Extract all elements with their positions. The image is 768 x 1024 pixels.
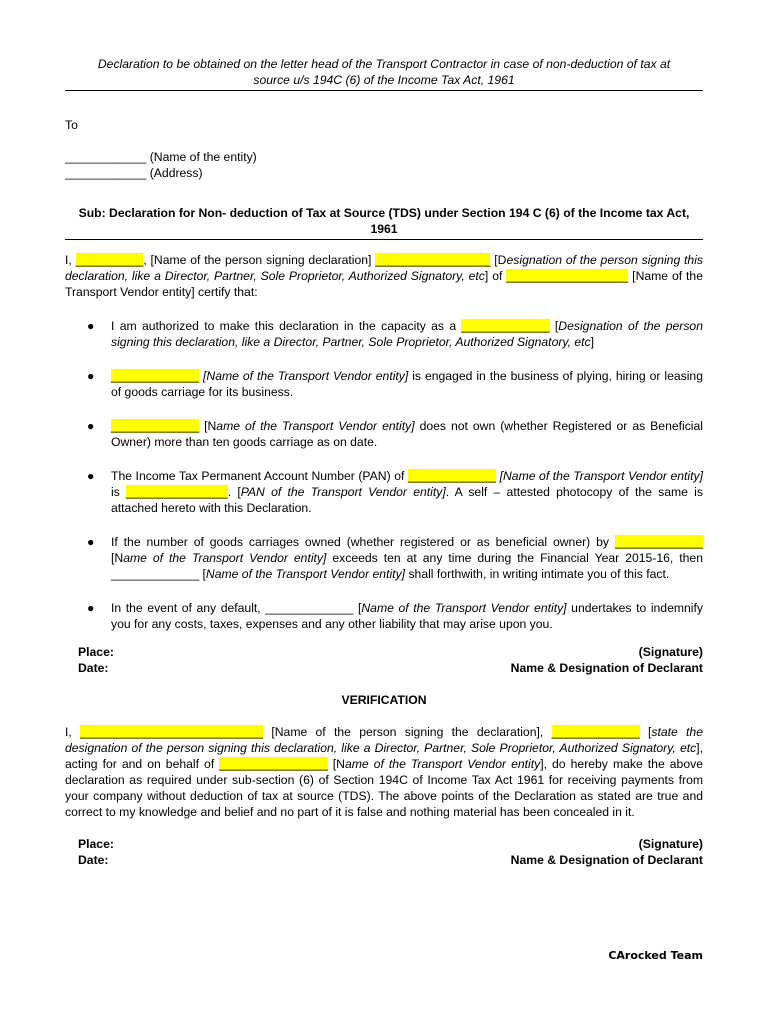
verification-text: ], do hereby make the above declaration as required under sub-section (6) of Section 194C of Income Tax Act 1961 for receiving payments from your company without deduction of tax at source (TDS). The above points of the Declaration as stated are true and correct to my knowledge and belief and no part of it is false and nothing material has been concealed in it. — [65, 757, 703, 819]
entity-address-line: ____________ (Address) — [65, 166, 203, 180]
point-text: undertakes to indemnify you for any costs, taxes, expenses and any other liability that may arise upon you. — [111, 601, 703, 631]
to-label: To — [65, 118, 78, 132]
point-text: is engaged in the business of plying, hiring or leasing of goods carriage for its business. — [111, 369, 703, 399]
point-text: The Income Tax Permanent Account Number (PAN) of — [111, 469, 408, 483]
bullet-icon: ● — [87, 419, 95, 433]
declaration-points — [65, 318, 703, 632]
intro-text: , [Name of the person signing declaration] — [143, 253, 376, 267]
document-header — [65, 56, 703, 91]
bullet-icon: ● — [87, 535, 95, 549]
signature-label: (Signature) — [638, 837, 703, 851]
verification-signature-block — [65, 836, 703, 868]
intro-text: esignation of the person signing this declaration, like a Director, Partner, Sole Proprietor, Authorized Signatory, etc — [65, 253, 704, 283]
bullet-icon: ● — [87, 319, 95, 333]
date-label: Date: — [78, 661, 109, 675]
point-text: Name of the Transport Vendor entity] — [361, 601, 567, 615]
blank-designation: _____________ — [551, 725, 640, 739]
verification-text: ame of the Transport Vendor entity — [344, 757, 541, 771]
point-text: I am authorized to make this declaration in the capacity as a — [111, 319, 462, 333]
point-text: shall forthwith, in writing intimate you of this fact. — [405, 567, 670, 581]
point-text: PAN of the Transport Vendor entity] — [240, 485, 446, 499]
list-item — [65, 534, 703, 582]
list-item — [65, 600, 703, 632]
bullet-icon: ● — [87, 369, 95, 383]
point-text: ame of the Transport Vendor entity] — [123, 551, 327, 565]
list-item — [65, 318, 703, 350]
intro-paragraph — [65, 252, 703, 300]
point-text: [Name of the Transport Vendor entity] — [496, 469, 703, 483]
entity-name-line: ____________ (Name of the entity) — [65, 150, 257, 164]
point-text: If the number of goods carriages owned (whether registered or as beneficial owner) by — [111, 535, 615, 549]
date-label: Date: — [78, 853, 109, 867]
blank-field: _____________ — [614, 535, 703, 549]
verification-title: VERIFICATION — [341, 693, 427, 707]
point-text: does not own (whether Registered or as Beneficial Owner) more than ten goods carriage as on date. — [111, 419, 704, 449]
blank-person-name: __________ — [75, 253, 144, 267]
signature-label: (Signature) — [638, 645, 703, 659]
point-text: is — [111, 485, 127, 499]
verification-text: , — [539, 725, 552, 739]
blank-vendor-entity: ________________ — [219, 757, 328, 771]
blank-vendor-entity: __________________ — [506, 269, 629, 283]
signature-block — [65, 644, 703, 676]
document-page — [65, 56, 703, 868]
subject-heading: Sub: Declaration for Non- deduction of Tax at Source (TDS) under Section 194 C (6) of the Income tax Act, 1961 — [65, 205, 703, 240]
point-text: exceeds ten at any time during the Financial Year 2015-16, then _____________ [ — [111, 551, 703, 581]
blank-person-name: ___________________________ — [80, 725, 264, 739]
declarant-label: Name & Designation of Declarant — [510, 661, 703, 675]
verification-text: [Name of the person signing the declaration] — [263, 725, 540, 739]
point-text: ame of the Transport Vendor entity] — [216, 419, 415, 433]
blank-field: _____________ — [111, 369, 200, 383]
list-item — [65, 368, 703, 400]
declarant-label: Name & Designation of Declarant — [510, 853, 703, 867]
place-label: Place: — [78, 837, 114, 851]
place-label: Place: — [78, 645, 114, 659]
verification-text: [ — [639, 725, 652, 739]
point-text: ] — [590, 335, 595, 349]
list-item — [65, 468, 703, 516]
blank-field: _______________ — [126, 485, 228, 499]
point-text: [N — [199, 419, 217, 433]
point-text: Name of the Transport Vendor entity] — [205, 567, 406, 581]
intro-text: I, — [65, 253, 76, 267]
header-line-1: Declaration to be obtained on the letter head of the Transport Contractor in case of non-deduction of tax at — [97, 57, 671, 71]
blank-designation: _________________ — [375, 253, 491, 267]
point-text: [Name of the Transport Vendor entity] — [199, 369, 409, 383]
blank-field: _____________ — [111, 419, 200, 433]
verification-text: [N — [327, 757, 345, 771]
intro-text: ] of — [484, 269, 507, 283]
point-text: [ — [549, 319, 559, 333]
point-text: In the event of any default, _____________ [ — [111, 601, 362, 615]
point-text: . A self – attested photocopy of the same is attached hereto with this Declaration. — [111, 485, 703, 515]
verification-text: I, — [65, 725, 81, 739]
footer-credit: CArocked Team — [608, 949, 703, 962]
bullet-icon: ● — [87, 469, 95, 483]
blank-field: _____________ — [461, 319, 550, 333]
verification-paragraph — [65, 724, 703, 820]
addressee-block — [65, 117, 703, 181]
intro-text: [D — [490, 253, 507, 267]
point-text: [N — [111, 551, 124, 565]
verification-text: state the designation of the person signing this declaration, like a Director, Partner, Sole Proprietor, Authorized Signatory, etc — [65, 725, 703, 755]
list-item — [65, 418, 703, 450]
verification-text: ], acting for and on behalf of — [65, 741, 703, 771]
point-text: Designation of the person signing this declaration, like a Director, Partner, Sole Proprietor, Authorized Signatory, etc — [111, 319, 703, 349]
blank-field: _____________ — [407, 469, 497, 483]
point-text: . [ — [227, 485, 241, 499]
bullet-icon: ● — [87, 601, 95, 615]
intro-text: [Name of the Transport Vendor entity] certify that: — [65, 269, 703, 299]
header-line-2: source u/s 194C (6) of the Income Tax Act, 1961 — [253, 73, 515, 87]
